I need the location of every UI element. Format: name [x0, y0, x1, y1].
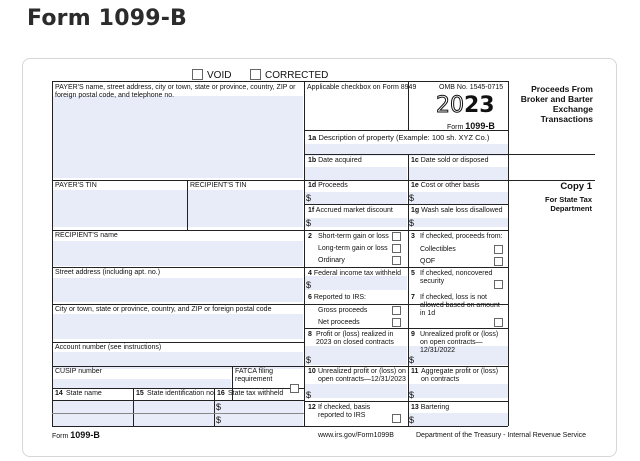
box-10-dollar: $ — [306, 390, 312, 400]
payer-name-label: PAYER'S name, street address, city or town, state or province, country, ZIP or foreign postal code, and telephone no. — [55, 84, 296, 99]
box-1c-field[interactable] — [408, 167, 508, 180]
copy-subtitle: For State Tax Department — [545, 195, 592, 213]
footer-form — [52, 431, 100, 441]
street-address-label: Street address (including apt. no.) — [55, 269, 161, 276]
box-1e-number: 1e — [411, 182, 419, 189]
footer-department: Department of the Treasury - Internal Revenue Service — [416, 432, 587, 439]
box-12-label: If checked, basis reported to IRS — [318, 404, 371, 419]
box-9-label: Unrealized profit or (loss) on open contracts—12/31/2022 — [420, 331, 499, 354]
box-1d-text: Proceeds — [318, 182, 348, 189]
page-title: Form 1099-B — [27, 6, 188, 31]
box-10-label: Unrealized profit or (loss) on open contracts—12/31/2023 — [318, 368, 406, 383]
box-2-long-checkbox[interactable] — [392, 244, 401, 253]
box-8-field[interactable] — [304, 346, 407, 365]
city-field[interactable] — [53, 314, 303, 339]
box-8-number: 8 — [308, 331, 312, 338]
box-4-label — [308, 270, 401, 278]
box-7-checkbox[interactable] — [494, 318, 503, 327]
payer-tin-label: PAYER'S TIN — [55, 182, 97, 189]
form-number-top — [447, 122, 495, 132]
box-1e-text: Cost or other basis — [420, 182, 480, 189]
box-2-short-label: Short-term gain or loss — [318, 233, 389, 240]
box-2-ordinary-label: Ordinary — [318, 257, 345, 264]
box-1b-label — [308, 157, 362, 165]
box-2-number: 2 — [308, 233, 312, 240]
box-11-number: 11 — [411, 368, 419, 375]
box-6-label — [308, 294, 366, 302]
box-16-dollar: $ — [216, 402, 222, 412]
box-1c-text: Date sold or disposed — [420, 157, 489, 164]
footer-url: www.irs.gov/Form1099B — [318, 432, 394, 439]
fatca-checkbox[interactable] — [290, 384, 299, 393]
box-1e-field[interactable] — [408, 192, 508, 204]
box-3-qof-label: QOF — [420, 258, 436, 265]
box-9-number: 9 — [411, 331, 415, 338]
box-1d-field[interactable] — [304, 192, 407, 204]
box-1a-number: 1a — [308, 133, 317, 142]
box-1g-label — [411, 207, 503, 215]
box-1f-label — [308, 207, 393, 215]
footer-form-name: 1099-B — [70, 430, 100, 440]
box-6-net-label: Net proceeds — [318, 319, 360, 326]
box-1b-text: Date acquired — [318, 157, 362, 164]
box-3-collectibles-label: Collectibles — [420, 246, 456, 253]
box-10-number: 10 — [308, 368, 316, 375]
box-15-label: State identification no. — [147, 390, 216, 397]
box-8-label: Profit or (loss) realized in 2023 on closed contracts — [316, 331, 394, 346]
form-1099b — [52, 68, 595, 444]
box-12-checkbox[interactable] — [392, 414, 401, 423]
box-1d-dollar: $ — [306, 193, 312, 203]
recipient-tin-field[interactable] — [188, 190, 303, 227]
box-1g-dollar: $ — [409, 218, 415, 228]
box-16-dollar-2: $ — [216, 415, 222, 425]
void-label: VOID — [207, 70, 232, 81]
box-1f-number: 1f — [308, 207, 315, 214]
tax-year — [436, 94, 495, 118]
recipient-tin-label: RECIPIENT'S TIN — [190, 182, 247, 189]
box-1f-text: Accrued market discount — [315, 207, 393, 214]
cusip-label: CUSIP number — [55, 368, 102, 375]
box-6-text: Reported to IRS: — [313, 294, 366, 301]
box-2-short-checkbox[interactable] — [392, 232, 401, 241]
box-5-checkbox[interactable] — [494, 280, 503, 289]
box-6-net-checkbox[interactable] — [392, 318, 401, 327]
recipient-name-label: RECIPIENT'S name — [55, 232, 118, 239]
box-1d-label — [308, 182, 348, 190]
form-name-top: 1099-B — [465, 121, 495, 131]
account-number-label: Account number (see instructions) — [55, 344, 162, 351]
box-1f-dollar: $ — [306, 218, 312, 228]
box-11-field[interactable] — [408, 384, 508, 398]
box-4-number: 4 — [308, 270, 312, 277]
box-1a-text: Description of property (Example: 100 sh. XYZ Co.) — [318, 133, 490, 142]
fatca-label: FATCA filing requirement — [235, 368, 273, 383]
box-13-text: Bartering — [420, 404, 450, 411]
box-15-number: 15 — [136, 390, 144, 397]
box-11-dollar: $ — [409, 390, 415, 400]
box-12-number: 12 — [308, 404, 316, 411]
box-1f-field[interactable] — [304, 218, 407, 227]
box-16-number: 16 — [217, 390, 225, 397]
box-13-label — [411, 404, 449, 412]
box-1g-number: 1g — [411, 207, 420, 214]
box-4-dollar: $ — [306, 280, 312, 290]
payer-name-field[interactable] — [53, 96, 303, 178]
recipient-name-field[interactable] — [53, 241, 303, 266]
tax-year-suffix: 23 — [464, 93, 495, 118]
box-6-number: 6 — [308, 294, 312, 301]
tax-year-prefix: 20 — [436, 93, 464, 118]
payer-tin-field[interactable] — [53, 190, 187, 227]
form-label-top: Form — [447, 124, 464, 131]
box-13-dollar: $ — [409, 415, 415, 425]
box-3-qof-checkbox[interactable] — [494, 257, 503, 266]
box-10-field[interactable] — [304, 384, 407, 398]
box-8-dollar: $ — [306, 355, 312, 365]
box-4-text: Federal income tax withheld — [313, 270, 402, 277]
box-1c-number: 1c — [411, 157, 419, 164]
copy-title: Copy 1 — [560, 181, 592, 192]
box-11-label: Aggregate profit or (loss) on contracts — [421, 368, 499, 383]
box-2-long-label: Long-term gain or loss — [318, 245, 388, 252]
box-6-gross-label: Gross proceeds — [318, 307, 368, 314]
box-6-gross-checkbox[interactable] — [392, 306, 401, 315]
box-9-dollar: $ — [409, 355, 415, 365]
box-13-number: 13 — [411, 404, 419, 411]
box-1b-field[interactable] — [304, 167, 407, 180]
box-1e-label — [411, 182, 480, 190]
void-checkbox[interactable] — [192, 69, 203, 80]
box-3-label: If checked, proceeds from: — [420, 233, 503, 240]
box-1d-number: 1d — [308, 182, 317, 189]
city-label: City or town, state or province, country, and ZIP or foreign postal code — [55, 306, 272, 313]
box-5-number: 5 — [411, 270, 415, 277]
box-16-label: State tax withheld — [228, 390, 284, 397]
box-1g-text: Wash sale loss disallowed — [421, 207, 503, 214]
box-7-number: 7 — [411, 294, 415, 301]
box-7-label: If checked, loss is not allowed based on amount in 1d — [420, 294, 500, 317]
box-1b-number: 1b — [308, 157, 317, 164]
box-14-number: 14 — [55, 390, 63, 397]
box-1e-dollar: $ — [409, 193, 415, 203]
form-title: Proceeds From Broker and Barter Exchange Transactions — [520, 84, 593, 124]
box-3-collectibles-checkbox[interactable] — [494, 245, 503, 254]
corrected-checkbox[interactable] — [250, 69, 261, 80]
street-address-field[interactable] — [53, 278, 303, 302]
footer-form-label: Form — [52, 433, 69, 440]
box-1c-label — [411, 157, 488, 165]
box-1g-field[interactable] — [408, 218, 508, 227]
omb-number: OMB No. 1545-0715 — [439, 84, 504, 91]
box-2-ordinary-checkbox[interactable] — [392, 256, 401, 265]
box-13-field[interactable] — [408, 413, 508, 426]
box-3-number: 3 — [411, 233, 415, 240]
box-5-label: If checked, noncovered security — [420, 270, 493, 285]
corrected-label: CORRECTED — [265, 70, 329, 81]
box-1a-label — [308, 133, 489, 142]
box-14-label: State name — [66, 390, 102, 397]
box-4-field[interactable] — [304, 276, 407, 290]
checkbox-8949-label: Applicable checkbox on Form 8949 — [307, 84, 417, 91]
